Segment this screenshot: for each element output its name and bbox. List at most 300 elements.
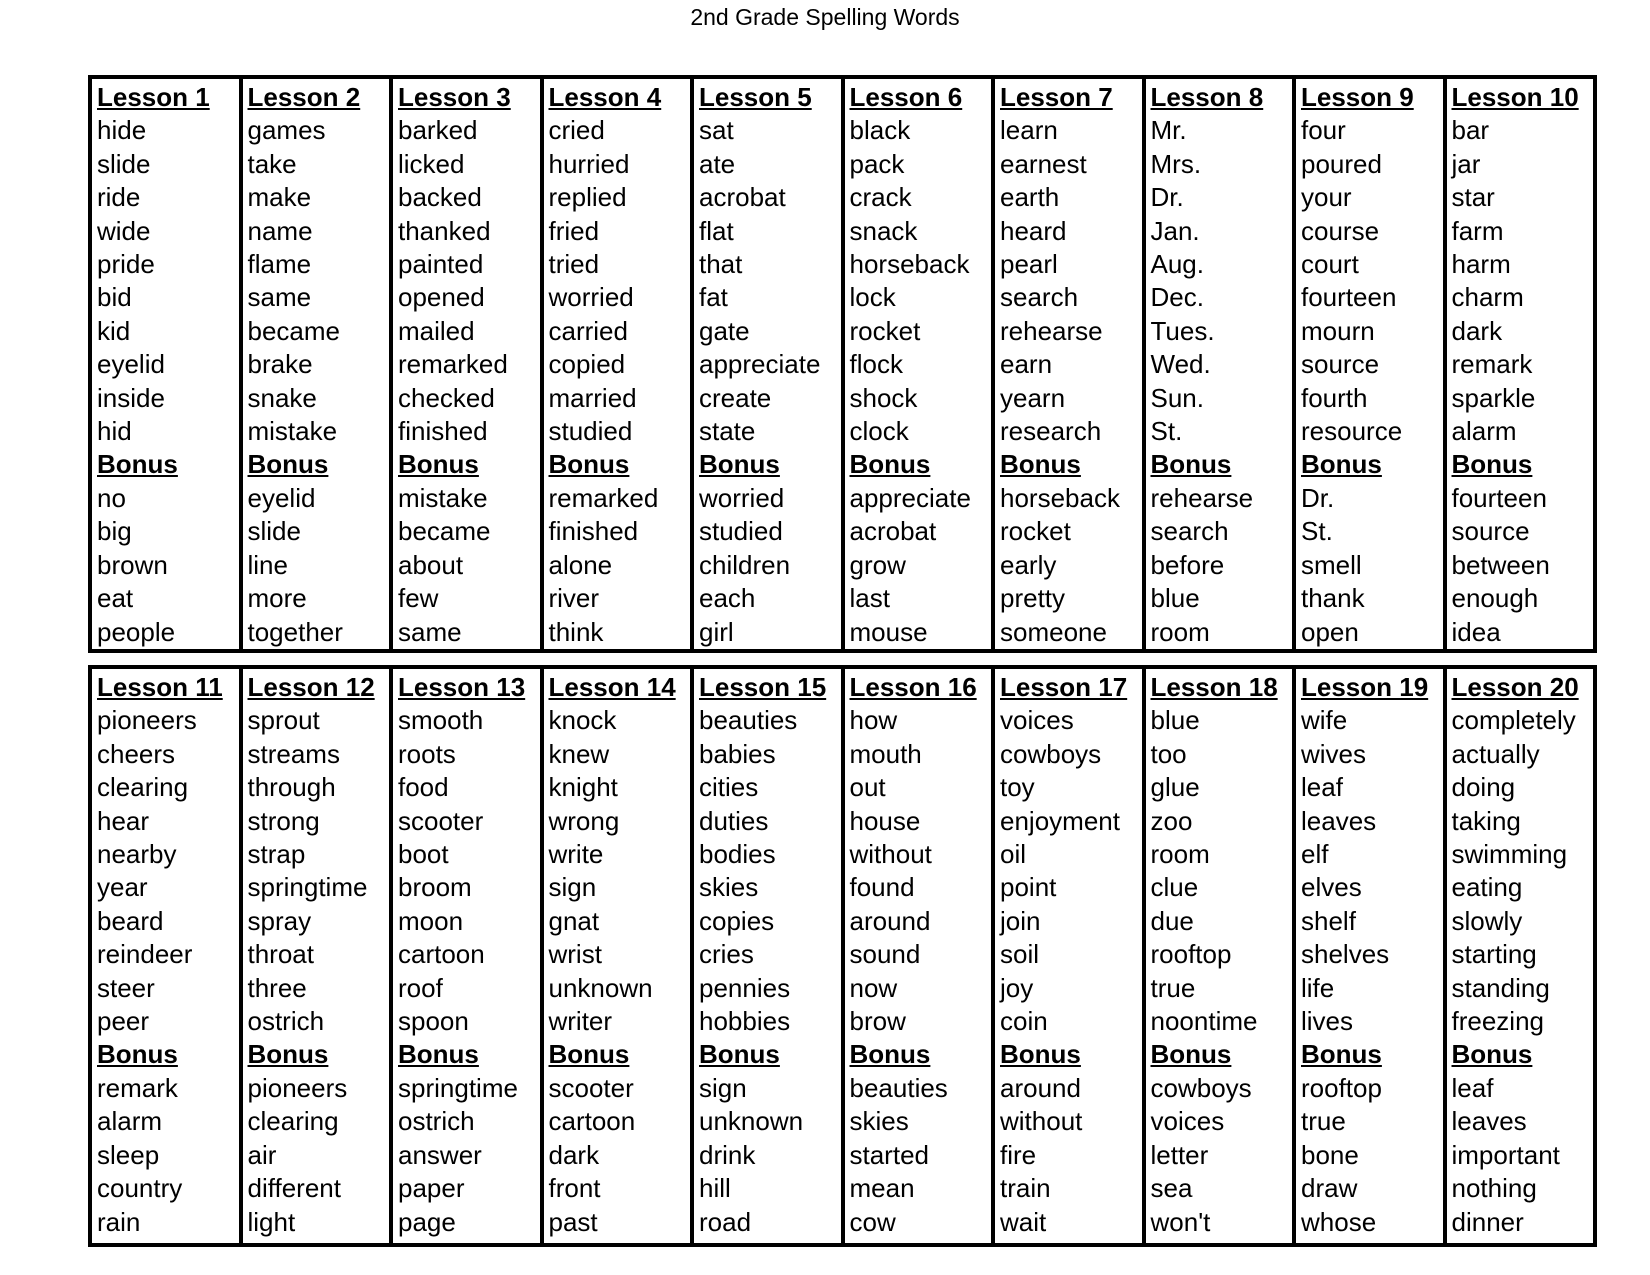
spelling-word: cartoon (398, 939, 485, 970)
spelling-word: ride (97, 182, 141, 213)
spelling-word: flame (247, 249, 312, 280)
spelling-word: roof (398, 972, 443, 1003)
bonus-word: draw (1301, 1173, 1358, 1204)
bonus-heading: Bonus (1301, 449, 1382, 480)
spelling-word: pride (97, 249, 155, 280)
bonus-heading: Bonus (1150, 1039, 1232, 1070)
spelling-word: wives (1301, 738, 1367, 769)
spelling-word: cities (699, 772, 759, 803)
spelling-word: three (247, 972, 307, 1003)
spelling-word: now (849, 972, 898, 1003)
spelling-word: copies (699, 905, 775, 936)
spelling-word: beauties (699, 705, 798, 736)
spelling-word: point (1000, 872, 1057, 903)
spelling-word: sat (699, 115, 734, 146)
spelling-word: carried (548, 315, 628, 346)
spelling-word: fat (699, 282, 728, 313)
spelling-word: Mr. (1150, 115, 1187, 146)
lesson-heading: Lesson 20 (1451, 672, 1579, 702)
spelling-word: true (1150, 972, 1196, 1003)
spelling-word: bodies (699, 839, 776, 870)
bonus-word: last (849, 583, 890, 614)
spelling-word: oil (1000, 839, 1027, 870)
spelling-word: Mrs. (1150, 148, 1202, 179)
bonus-word: dinner (1451, 1206, 1524, 1237)
bonus-word: country (97, 1173, 183, 1204)
spelling-word: yearn (1000, 382, 1066, 413)
bonus-word: leaves (1451, 1106, 1527, 1137)
spelling-word: St. (1150, 416, 1183, 447)
lesson-column (1445, 77, 1596, 651)
spelling-word: moon (398, 905, 464, 936)
spelling-word: noontime (1150, 1006, 1258, 1037)
bonus-word: around (1000, 1072, 1081, 1103)
spelling-word: streams (247, 738, 340, 769)
spelling-word: jar (1451, 148, 1481, 179)
bonus-word: cow (849, 1206, 896, 1237)
lesson-column (542, 77, 693, 651)
spelling-word: sound (849, 939, 921, 970)
spelling-word: bid (97, 282, 132, 313)
bonus-word: rehearse (1150, 482, 1254, 513)
lesson-heading: Lesson 9 (1301, 82, 1414, 112)
lesson-column (241, 77, 392, 651)
bonus-heading: Bonus (1451, 449, 1533, 480)
spelling-word: joy (1000, 972, 1034, 1003)
bonus-word: pioneers (247, 1072, 348, 1103)
spelling-word: brow (849, 1006, 906, 1037)
spelling-word: nearby (97, 839, 177, 870)
spelling-word: rocket (849, 315, 921, 346)
lesson-column (90, 77, 241, 651)
spelling-word: eating (1451, 872, 1523, 903)
spelling-word: strap (247, 839, 306, 870)
spelling-word: your (1301, 182, 1352, 213)
lesson-heading: Lesson 14 (548, 672, 676, 702)
spelling-word: Wed. (1150, 349, 1211, 380)
bonus-word: mouse (849, 616, 928, 647)
spelling-word: mouth (849, 738, 922, 769)
spelling-word: ate (699, 148, 736, 179)
bonus-word: children (699, 549, 791, 580)
bonus-word: idea (1451, 616, 1501, 647)
spelling-word: gate (699, 315, 750, 346)
spelling-word: writer (548, 1006, 613, 1037)
spelling-word: course (1301, 215, 1380, 246)
lesson-heading: Lesson 7 (1000, 82, 1113, 112)
spelling-word: resource (1301, 416, 1403, 447)
bonus-word: acrobat (849, 516, 937, 547)
bonus-word: pretty (1000, 583, 1066, 614)
bonus-word: train (1000, 1173, 1051, 1204)
page-title: 2nd Grade Spelling Words (690, 4, 960, 30)
spelling-word: horseback (849, 249, 970, 280)
spelling-word: spoon (398, 1006, 469, 1037)
spelling-word: Sun. (1150, 382, 1204, 413)
bonus-word: page (398, 1206, 456, 1237)
lesson-heading: Lesson 15 (699, 672, 827, 702)
spelling-word: Tues. (1150, 315, 1215, 346)
bonus-word: sleep (97, 1139, 160, 1170)
spelling-word: cried (548, 115, 605, 146)
lesson-column (1445, 667, 1596, 1245)
spelling-word: peer (97, 1006, 150, 1037)
lesson-heading: Lesson 19 (1301, 672, 1429, 702)
bonus-word: eat (97, 583, 134, 614)
spelling-word: remarked (398, 349, 508, 380)
bonus-word: each (699, 583, 756, 614)
bonus-word: fire (1000, 1139, 1037, 1170)
spelling-word: slide (97, 148, 151, 179)
bonus-heading: Bonus (548, 1039, 630, 1070)
bonus-word: source (1451, 516, 1530, 547)
spelling-word: cries (699, 939, 754, 970)
bonus-word: sign (699, 1072, 747, 1103)
bonus-word: skies (849, 1106, 909, 1137)
spelling-word: hide (97, 115, 147, 146)
bonus-word: unknown (699, 1106, 804, 1137)
bonus-word: grow (849, 549, 906, 580)
lesson-column (241, 667, 392, 1245)
lesson-column (1294, 77, 1445, 651)
lesson-heading: Lesson 8 (1150, 82, 1264, 112)
lesson-column (993, 77, 1144, 651)
spelling-word: lives (1301, 1006, 1354, 1037)
spelling-word: leaf (1301, 772, 1343, 803)
spelling-word: shock (849, 382, 918, 413)
spelling-word: enjoyment (1000, 805, 1120, 836)
spelling-word: snake (247, 382, 317, 413)
bonus-heading: Bonus (1150, 449, 1232, 480)
spelling-word: replied (548, 182, 627, 213)
lesson-heading: Lesson 17 (1000, 672, 1128, 702)
bonus-word: letter (1150, 1139, 1209, 1170)
spelling-word: spray (247, 905, 312, 936)
spelling-word: Aug. (1150, 249, 1204, 280)
bonus-heading: Bonus (247, 1039, 329, 1070)
bonus-word: cartoon (548, 1106, 636, 1137)
spelling-word: unknown (548, 972, 653, 1003)
spelling-word: opened (398, 282, 485, 313)
spelling-word: slowly (1451, 905, 1523, 936)
lessons-row (90, 77, 1595, 651)
spelling-word: scooter (398, 805, 484, 836)
bonus-word: remark (97, 1072, 178, 1103)
bonus-word: light (247, 1206, 296, 1237)
bonus-heading: Bonus (849, 449, 931, 480)
spelling-word: shelves (1301, 939, 1390, 970)
spelling-word: springtime (247, 872, 368, 903)
bonus-word: mean (849, 1173, 915, 1204)
spelling-word: hurried (548, 148, 630, 179)
spelling-word: search (1000, 282, 1079, 313)
spelling-word: wide (97, 215, 151, 246)
lesson-heading: Lesson 13 (398, 672, 526, 702)
spelling-word: studied (548, 416, 633, 447)
spelling-word: shelf (1301, 905, 1356, 936)
bonus-word: finished (548, 516, 639, 547)
bonus-heading: Bonus (1000, 449, 1081, 480)
spelling-word: starting (1451, 939, 1537, 970)
bonus-word: answer (398, 1139, 482, 1170)
spelling-word: around (849, 905, 931, 936)
bonus-word: springtime (398, 1072, 518, 1103)
spelling-word: knew (548, 738, 610, 769)
spelling-word: rehearse (1000, 315, 1103, 346)
bonus-word: drink (699, 1139, 756, 1170)
spelling-word: join (1000, 905, 1041, 936)
spelling-word: standing (1451, 972, 1550, 1003)
spelling-word: soil (1000, 939, 1040, 970)
spelling-word: rooftop (1150, 939, 1232, 970)
bonus-word: scooter (548, 1072, 634, 1103)
spelling-word: earnest (1000, 148, 1087, 179)
bonus-word: blue (1150, 583, 1200, 614)
bonus-word: leaf (1451, 1072, 1494, 1103)
spelling-word: mistake (247, 416, 338, 447)
spelling-word: cowboys (1000, 738, 1102, 769)
lesson-column (391, 667, 542, 1245)
spelling-word: beard (97, 905, 164, 936)
spelling-word: boot (398, 839, 449, 870)
spelling-word: swimming (1451, 839, 1568, 870)
spelling-word: through (247, 772, 336, 803)
bonus-word: true (1301, 1106, 1346, 1137)
spelling-word: duties (699, 805, 769, 836)
bonus-word: slide (247, 516, 301, 547)
spelling-word: leaves (1301, 805, 1377, 836)
bonus-word: open (1301, 616, 1359, 647)
spelling-word: reindeer (97, 939, 193, 970)
spelling-word: flock (849, 349, 903, 380)
spelling-word: became (247, 315, 340, 346)
spelling-word: kid (97, 315, 131, 346)
lesson-heading: Lesson 6 (849, 82, 963, 112)
spelling-word: fourteen (1301, 282, 1397, 313)
lesson-heading: Lesson 11 (97, 672, 223, 702)
lesson-heading: Lesson 16 (849, 672, 977, 702)
spelling-word: pearl (1000, 249, 1058, 280)
bonus-word: before (1150, 549, 1225, 580)
spelling-word: house (849, 805, 921, 836)
spelling-word: roots (398, 738, 456, 769)
bonus-word: front (548, 1173, 601, 1204)
bonus-word: clearing (247, 1106, 339, 1137)
bonus-word: past (548, 1206, 598, 1237)
lesson-column (90, 667, 241, 1245)
spelling-word: charm (1451, 282, 1524, 313)
spelling-word: out (849, 772, 886, 803)
spelling-word: fried (548, 215, 600, 246)
spelling-word: mailed (398, 315, 475, 346)
spelling-word: thanked (398, 215, 491, 246)
bonus-heading: Bonus (398, 1039, 479, 1070)
spelling-word: worried (548, 282, 634, 313)
bonus-heading: Bonus (699, 449, 780, 480)
spelling-word: mourn (1301, 315, 1375, 346)
spelling-word: how (849, 705, 898, 736)
bonus-word: sea (1150, 1173, 1193, 1204)
lesson-heading: Lesson 12 (247, 672, 375, 702)
spelling-word: sparkle (1451, 382, 1536, 413)
lesson-heading: Lesson 10 (1451, 82, 1579, 112)
bonus-word: same (398, 616, 462, 647)
spelling-word: source (1301, 349, 1380, 380)
spelling-word: checked (398, 382, 495, 413)
spelling-word: dark (1451, 315, 1503, 346)
spelling-word: four (1301, 115, 1346, 146)
bonus-word: became (398, 516, 491, 547)
spelling-word: crack (849, 182, 912, 213)
bonus-word: nothing (1451, 1173, 1537, 1204)
spelling-word: finished (398, 416, 488, 447)
bonus-word: mistake (398, 482, 488, 513)
spelling-word: sprout (247, 705, 320, 736)
bonus-word: between (1451, 549, 1550, 580)
bonus-word: voices (1150, 1106, 1225, 1137)
spelling-word: snack (849, 215, 918, 246)
bonus-heading: Bonus (97, 449, 178, 480)
spelling-word: pack (849, 148, 905, 179)
spelling-word: skies (699, 872, 759, 903)
spelling-word: pioneers (97, 705, 197, 736)
spelling-word: clue (1150, 872, 1199, 903)
spelling-word: star (1451, 182, 1495, 213)
spelling-word: gnat (548, 905, 600, 936)
lesson-heading: Lesson 4 (548, 82, 662, 112)
bonus-heading: Bonus (1451, 1039, 1533, 1070)
spelling-word: blue (1150, 705, 1200, 736)
spelling-word: games (247, 115, 326, 146)
spelling-word: too (1150, 738, 1187, 769)
spelling-word: knock (548, 705, 617, 736)
bonus-word: ostrich (398, 1106, 475, 1137)
spelling-word: painted (398, 249, 484, 280)
bonus-word: horseback (1000, 482, 1120, 513)
lesson-heading: Lesson 18 (1150, 672, 1278, 702)
spelling-word: sign (548, 872, 597, 903)
spelling-word: create (699, 382, 772, 413)
bonus-heading: Bonus (97, 1039, 178, 1070)
bonus-word: St. (1301, 516, 1333, 547)
bonus-word: fourteen (1451, 482, 1547, 513)
spelling-word: taking (1451, 805, 1521, 836)
bonus-word: dark (548, 1139, 600, 1170)
spelling-word: earn (1000, 349, 1053, 380)
spelling-word: court (1301, 249, 1359, 280)
spelling-word: take (247, 148, 297, 179)
spelling-word: poured (1301, 148, 1382, 179)
bonus-word: alarm (97, 1106, 163, 1137)
bonus-word: rocket (1000, 516, 1071, 547)
bonus-word: won't (1150, 1206, 1211, 1237)
spelling-word: Dec. (1150, 282, 1204, 313)
bonus-word: wait (1000, 1206, 1047, 1237)
bonus-word: more (247, 583, 307, 614)
spelling-word: same (247, 282, 312, 313)
bonus-word: girl (699, 616, 734, 647)
spelling-word: hear (97, 805, 150, 836)
spelling-word: strong (247, 805, 320, 836)
spelling-word: due (1150, 905, 1194, 936)
bonus-word: line (247, 549, 288, 580)
lesson-column (692, 667, 843, 1245)
spelling-word: voices (1000, 705, 1074, 736)
bonus-heading: Bonus (849, 1039, 931, 1070)
bonus-heading: Bonus (548, 449, 630, 480)
spelling-word: farm (1451, 215, 1504, 246)
bonus-heading: Bonus (398, 449, 479, 480)
spelling-word: state (699, 416, 756, 447)
bonus-word: enough (1451, 583, 1539, 614)
spelling-word: doing (1451, 772, 1516, 803)
spelling-word: black (849, 115, 911, 146)
spelling-word: backed (398, 182, 482, 213)
spelling-word: harm (1451, 249, 1511, 280)
spelling-word: write (548, 839, 604, 870)
bonus-heading: Bonus (1301, 1039, 1382, 1070)
spelling-word: earth (1000, 182, 1060, 213)
spelling-word: heard (1000, 215, 1067, 246)
bonus-word: thank (1301, 583, 1365, 614)
bonus-word: room (1150, 616, 1210, 647)
bonus-word: no (97, 482, 126, 513)
spelling-word: eyelid (97, 349, 165, 380)
bonus-word: whose (1301, 1206, 1377, 1237)
spelling-word: make (247, 182, 312, 213)
spelling-word: remark (1451, 349, 1533, 380)
bonus-word: eyelid (247, 482, 316, 513)
lesson-column (542, 667, 693, 1245)
bonus-word: hill (699, 1173, 731, 1204)
bonus-word: people (97, 616, 176, 647)
bonus-word: cowboys (1150, 1072, 1252, 1103)
spelling-word: without (849, 839, 932, 870)
lesson-heading: Lesson 1 (97, 82, 210, 112)
spelling-word: steer (97, 972, 155, 1003)
spelling-word: wrong (548, 805, 620, 836)
bonus-word: air (247, 1139, 277, 1170)
bonus-word: brown (97, 549, 168, 580)
bonus-heading: Bonus (1000, 1039, 1081, 1070)
spelling-word: completely (1451, 705, 1576, 736)
lesson-column (843, 667, 994, 1245)
spelling-word: room (1150, 839, 1210, 870)
spelling-word: year (97, 872, 148, 903)
bonus-word: beauties (849, 1072, 948, 1103)
spelling-word: toy (1000, 772, 1035, 803)
bonus-word: started (849, 1139, 929, 1170)
bonus-word: river (548, 583, 600, 614)
spelling-word: babies (699, 738, 776, 769)
lesson-column (1144, 77, 1295, 651)
spelling-word: Jan. (1150, 215, 1200, 246)
bonus-word: search (1150, 516, 1229, 547)
bonus-word: someone (1000, 616, 1107, 647)
spelling-word: inside (97, 382, 165, 413)
spelling-word: hobbies (699, 1006, 791, 1037)
bonus-word: about (398, 549, 464, 580)
spelling-word: pennies (699, 972, 791, 1003)
bonus-word: important (1451, 1139, 1560, 1170)
spelling-word: freezing (1451, 1006, 1544, 1037)
spelling-word: tried (548, 249, 600, 280)
spelling-word: cheers (97, 738, 176, 769)
spelling-word: found (849, 872, 915, 903)
lesson-heading: Lesson 5 (699, 82, 812, 112)
spelling-word: broom (398, 872, 472, 903)
lesson-heading: Lesson 3 (398, 82, 511, 112)
